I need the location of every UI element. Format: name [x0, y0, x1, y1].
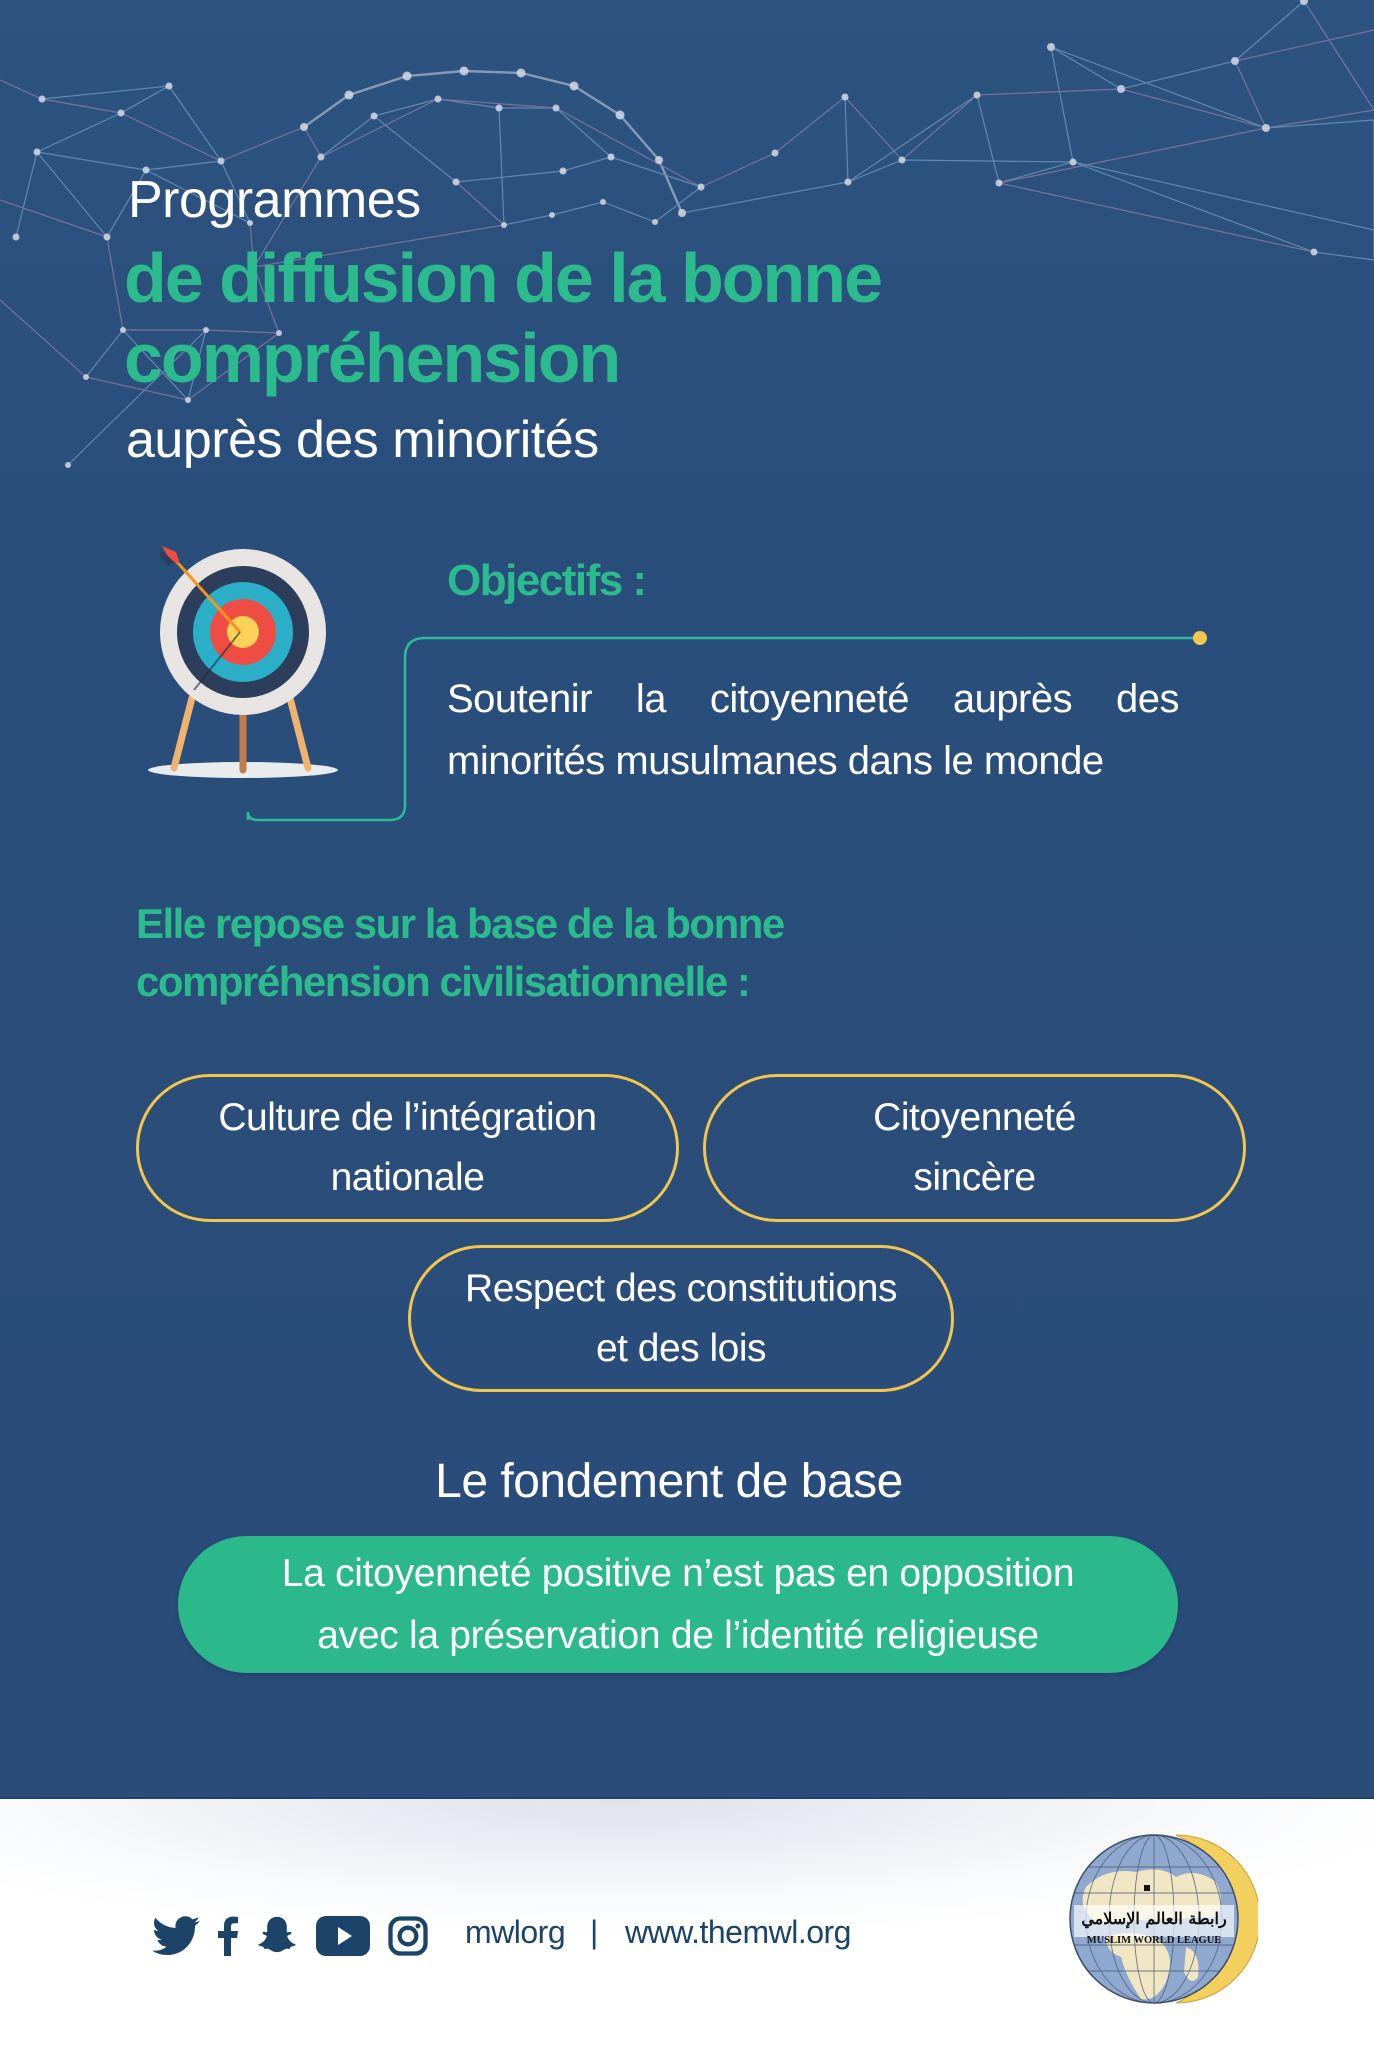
title-line-1: Programmes	[128, 171, 421, 229]
pillar-label-line-2: sincère	[913, 1156, 1036, 1199]
foundation-line-1: La citoyenneté positive n’est pas en opposition	[281, 1551, 1075, 1595]
objectives-text-line-1: Soutenir la citoyenneté auprès des	[447, 677, 1179, 721]
basis-heading: Elle repose sur la base de la bonne compréhension civilisationnelle :	[136, 900, 784, 1005]
footer-separator: |	[590, 1914, 598, 1950]
foundation-line-2: avec la préservation de l’identité religieuse	[317, 1613, 1039, 1657]
logo-english-text: MUSLIM WORLD LEAGUE	[1086, 1935, 1222, 1946]
pillar-label-line-1: Respect des constitutions	[465, 1266, 897, 1310]
snapchat-icon[interactable]	[256, 1915, 298, 1957]
objectives-text-line-2: minorités musulmanes dans le monde	[447, 739, 1104, 783]
social-links	[152, 1915, 446, 1957]
website-link[interactable]: www.themwl.org	[625, 1914, 851, 1950]
facebook-icon[interactable]	[218, 1916, 238, 1956]
pillar-label-line-1: Citoyenneté	[873, 1096, 1076, 1139]
pillar-label-line-1: Culture de l’intégration	[218, 1096, 597, 1139]
objectives-heading: Objectifs :	[447, 556, 646, 605]
pillar-national-integration	[136, 1074, 679, 1222]
twitter-icon[interactable]	[152, 1916, 200, 1956]
title-line-2: de diffusion de la bonne	[124, 239, 881, 317]
muslim-world-league-logo	[1066, 1827, 1258, 2013]
title-line-4: auprès des minorités	[126, 411, 599, 469]
social-handle[interactable]: mwlorg	[465, 1914, 566, 1950]
pillar-respect-constitutions	[408, 1245, 954, 1392]
logo-arabic-text: رابطة العالم الإسلامي	[1081, 1909, 1227, 1928]
footer	[0, 1797, 1374, 2048]
foundation-heading: Le fondement de base	[435, 1455, 903, 1508]
pillar-label-line-2: nationale	[330, 1156, 485, 1199]
title-line-3: compréhension	[124, 319, 620, 397]
foundation-statement	[178, 1536, 1178, 1673]
instagram-icon[interactable]	[388, 1916, 428, 1956]
youtube-icon[interactable]	[316, 1916, 370, 1956]
objectives-text	[447, 668, 1179, 792]
pillar-sincere-citizenship	[703, 1074, 1246, 1222]
pillar-label-line-2: et des lois	[595, 1326, 767, 1370]
